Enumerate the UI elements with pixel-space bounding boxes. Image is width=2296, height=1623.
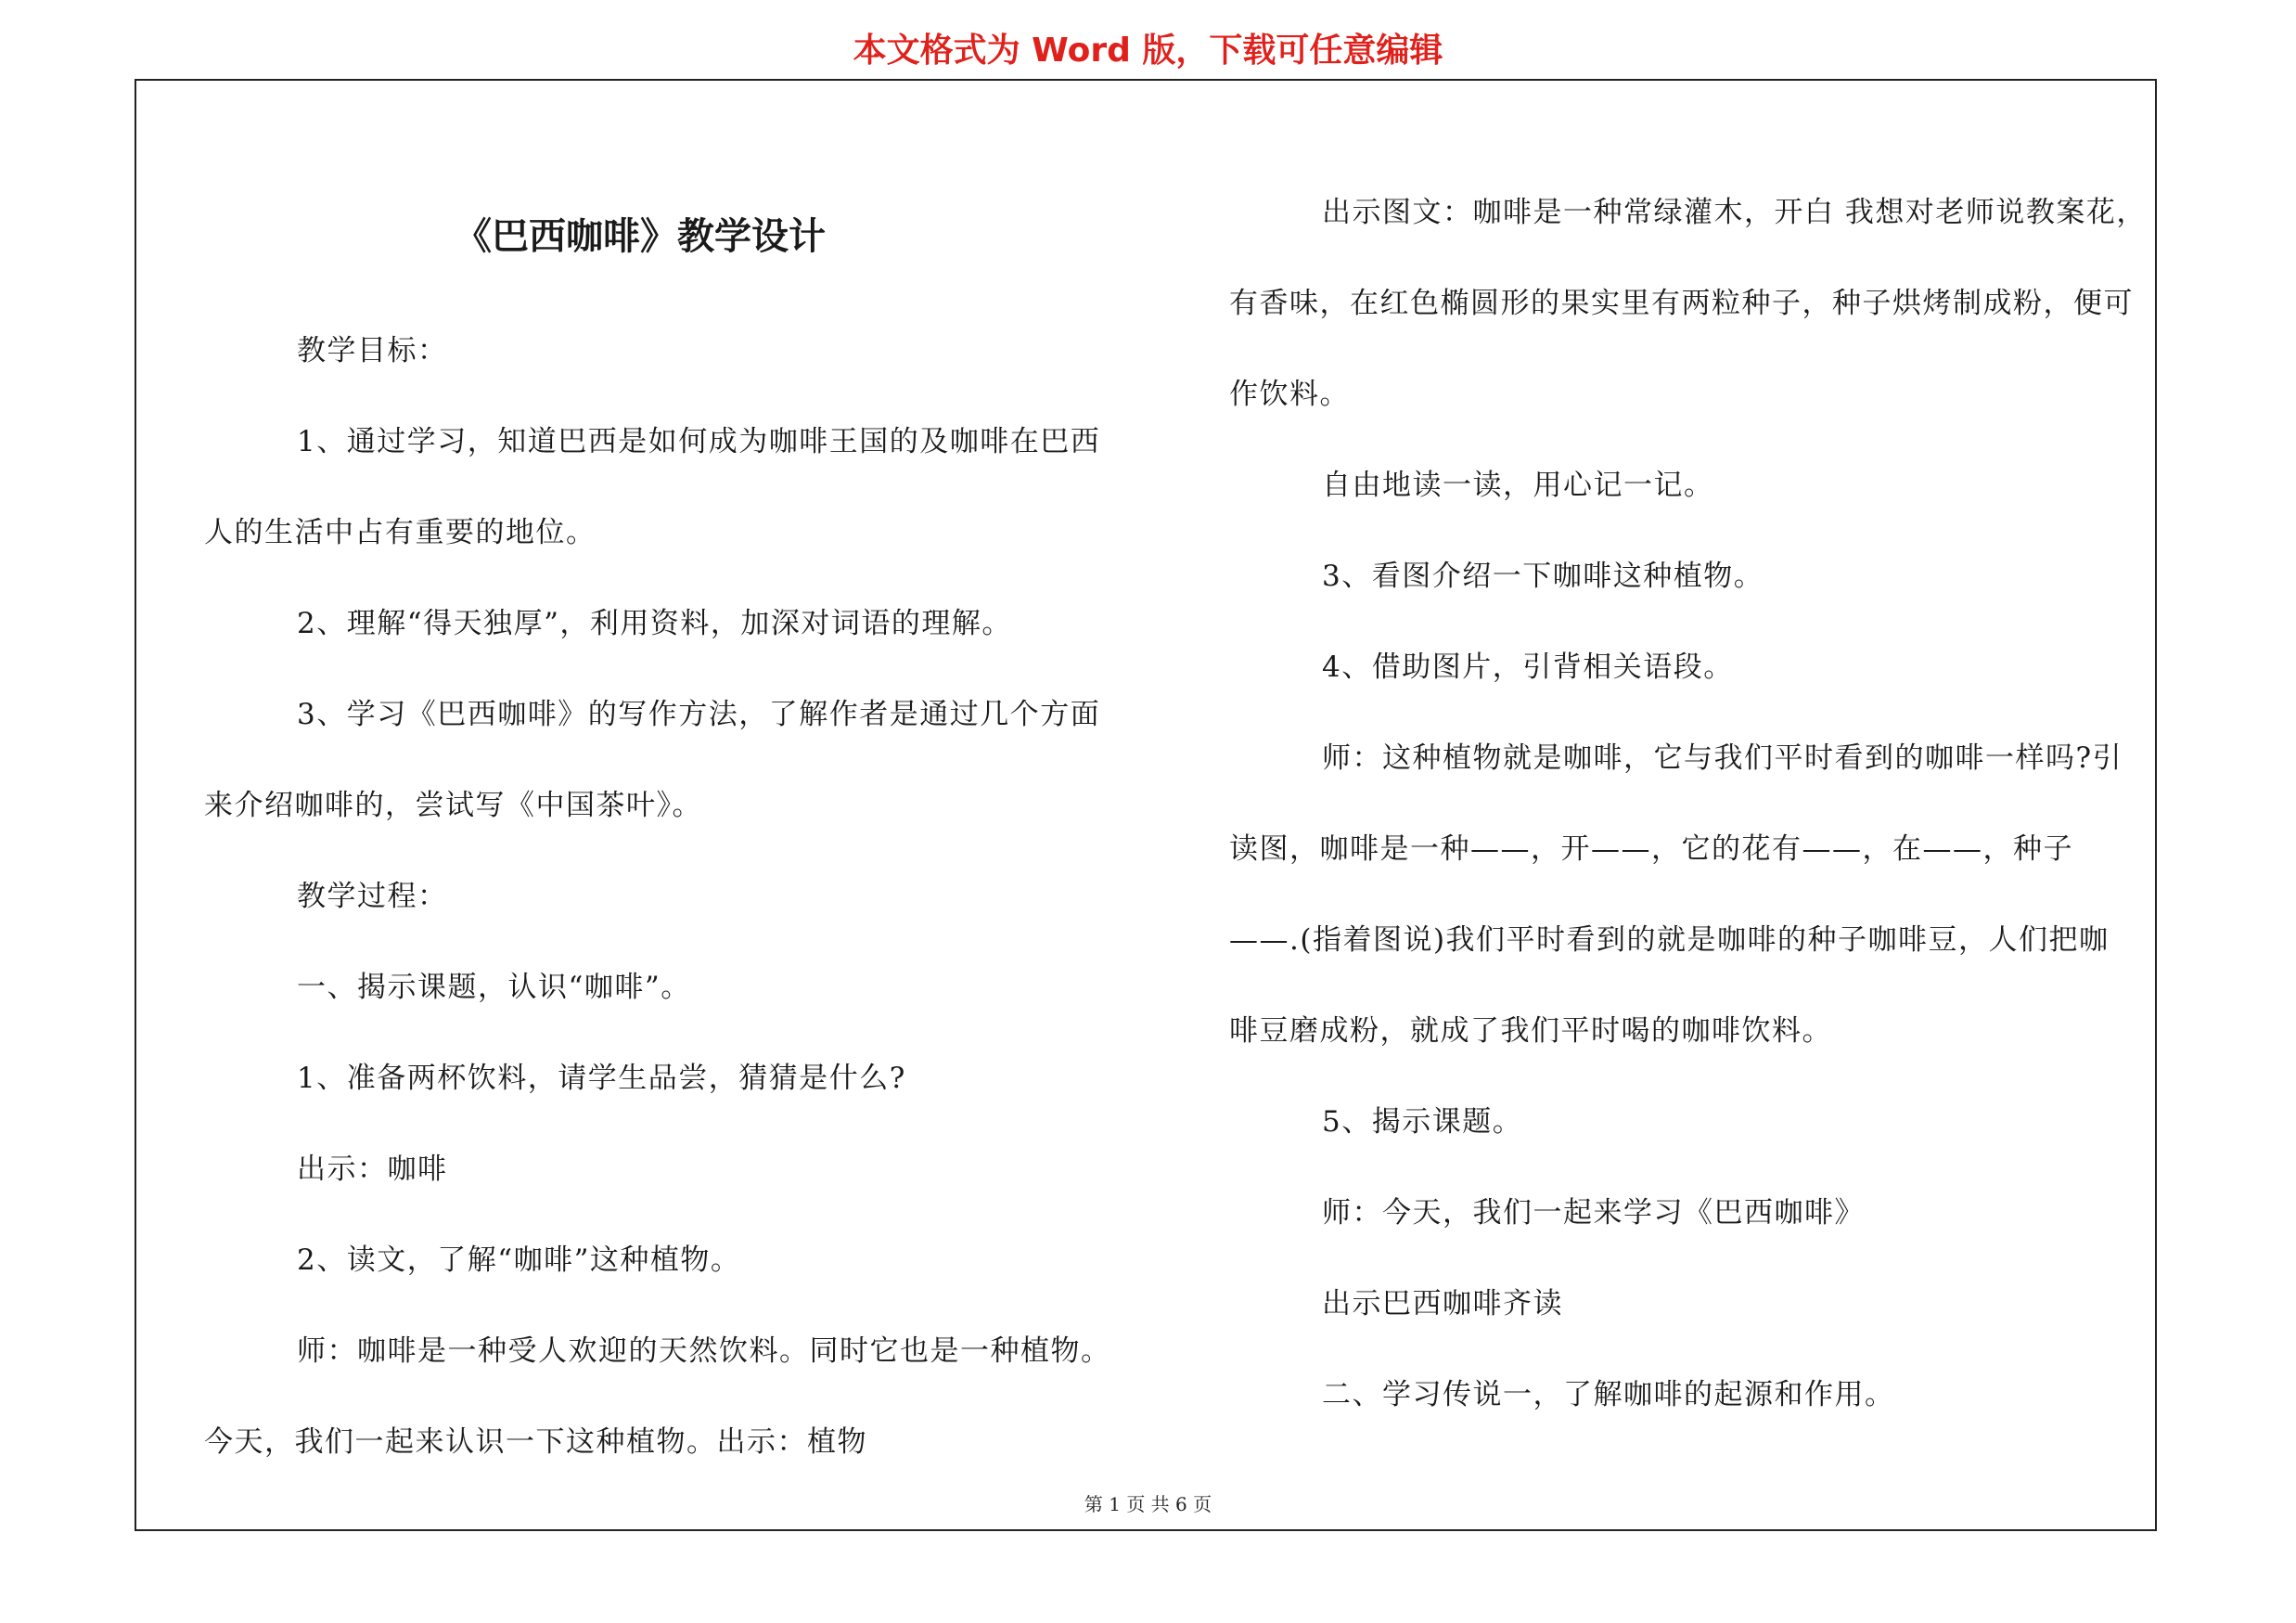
paragraph-line: 4、借助图片，引背相关语段。 bbox=[1322, 650, 1734, 684]
paragraph-line: 二、学习传说一，了解咖啡的起源和作用。 bbox=[1322, 1378, 1895, 1411]
paragraph-line: 出示图文：咖啡是一种常绿灌木，开白 我想对老师说教案花， bbox=[1322, 196, 2147, 229]
paragraph-line: 出示巴西咖啡齐读 bbox=[1322, 1287, 1563, 1320]
section-heading-process: 教学过程： bbox=[297, 880, 448, 913]
paragraph-line: 有香味，在红色椭圆形的果实里有两粒种子，种子烘烤制成粉，便可 bbox=[1229, 287, 2134, 320]
paragraph-line: 师：咖啡是一种受人欢迎的天然饮料。同时它也是一种植物。 bbox=[297, 1334, 1111, 1368]
paragraph-line: 读图，咖啡是一种——，开——，它的花有——，在——，种子 bbox=[1229, 832, 2073, 866]
paragraph-line: 作饮料。 bbox=[1229, 378, 1350, 411]
paragraph-line: 今天，我们一起来认识一下这种植物。出示：植物 bbox=[204, 1425, 867, 1459]
paragraph-line: 5、揭示课题。 bbox=[1322, 1105, 1523, 1139]
paragraph-line: 1、准备两杯饮料，请学生品尝，猜猜是什么? bbox=[297, 1062, 906, 1095]
paragraph-line: 2、读文，了解“咖啡”这种植物。 bbox=[297, 1243, 741, 1277]
paragraph-line: 出示：咖啡 bbox=[297, 1153, 448, 1186]
paragraph-line: 一、揭示课题，认识“咖啡”。 bbox=[297, 971, 691, 1004]
paragraph-line: 1、通过学习，知道巴西是如何成为咖啡王国的及咖啡在巴西 bbox=[297, 425, 1101, 458]
paragraph-line: 来介绍咖啡的，尝试写《中国茶叶》。 bbox=[204, 789, 702, 822]
paragraph-line: 人的生活中占有重要的地位。 bbox=[204, 516, 596, 549]
document-title: 《巴西咖啡》教学设计 bbox=[455, 215, 826, 258]
paragraph-line: 2、理解“得天独厚”，利用资料，加深对词语的理解。 bbox=[297, 607, 1012, 640]
page-number-footer: 第 1 页 共 6 页 bbox=[1084, 1493, 1212, 1515]
paragraph-line: 啡豆磨成粉，就成了我们平时喝的咖啡饮料。 bbox=[1229, 1014, 1832, 1048]
section-heading-objectives: 教学目标： bbox=[297, 334, 448, 367]
paragraph-line: 师：这种植物就是咖啡，它与我们平时看到的咖啡一样吗?引 bbox=[1322, 741, 2123, 775]
paragraph-line: ——.(指着图说)我们平时看到的就是咖啡的种子咖啡豆，人们把咖 bbox=[1229, 923, 2110, 957]
paragraph-line: 自由地读一读，用心记一记。 bbox=[1322, 469, 1714, 502]
paragraph-line: 3、看图介绍一下咖啡这种植物。 bbox=[1322, 560, 1764, 593]
paragraph-line: 师：今天，我们一起来学习《巴西咖啡》 bbox=[1322, 1196, 1865, 1230]
paragraph-line: 3、学习《巴西咖啡》的写作方法，了解作者是通过几个方面 bbox=[297, 698, 1101, 731]
format-notice-banner: 本文格式为 Word 版，下载可任意编辑 bbox=[853, 32, 1443, 70]
